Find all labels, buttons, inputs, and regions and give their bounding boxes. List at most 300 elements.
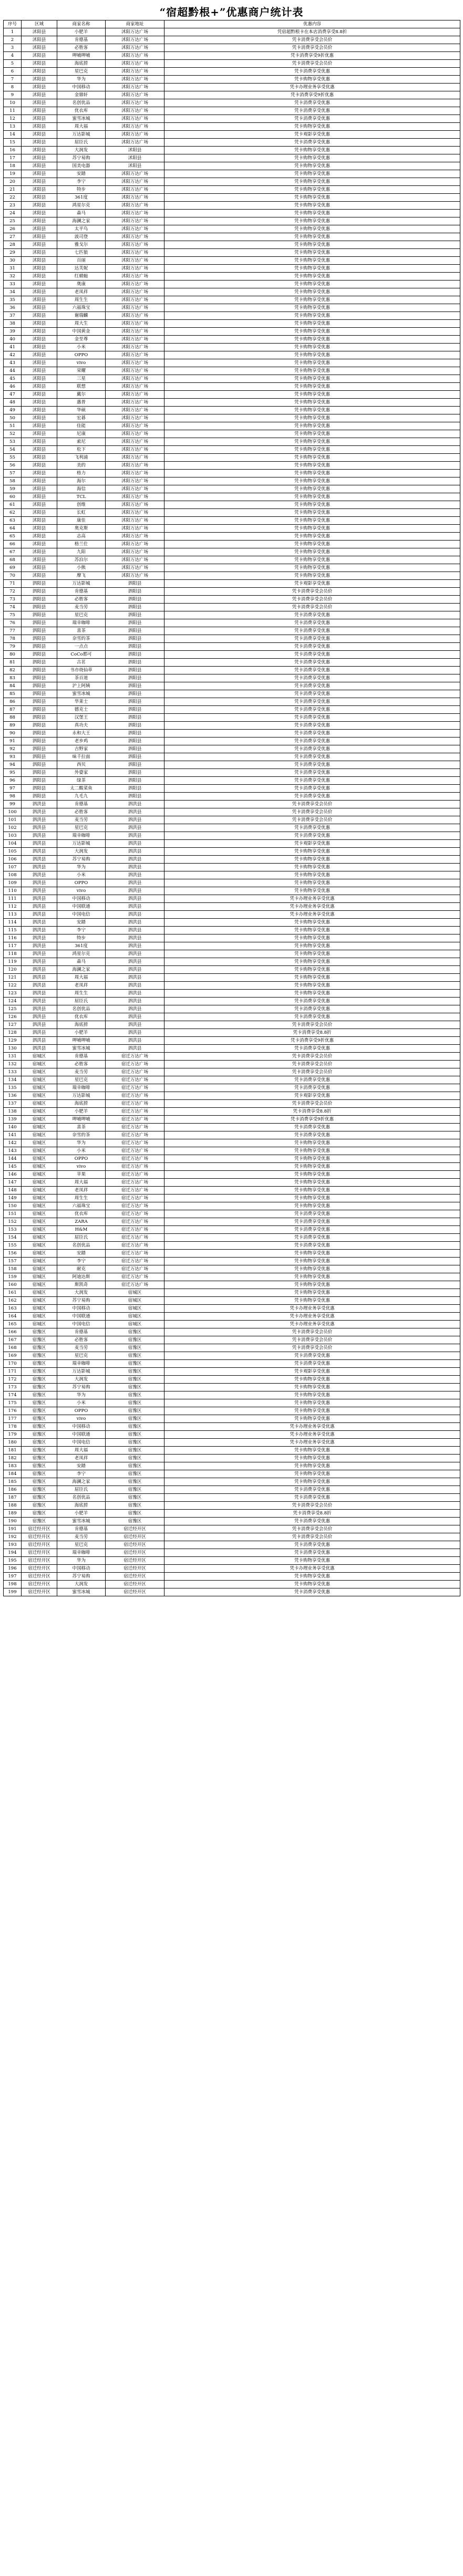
cell-content: 凭卡消费享受优惠 [164,1210,460,1218]
cell-name: 苏宁易购 [57,1573,106,1581]
cell-no: 94 [4,761,22,769]
cell-area: 泗洪县 [22,927,57,934]
cell-no: 30 [4,257,22,265]
cell-addr: 宿迁万达广场 [106,1100,164,1108]
cell-no: 29 [4,249,22,257]
cell-area: 宿豫区 [22,1486,57,1494]
cell-name: 海澜之家 [57,217,106,225]
cell-addr: 宿迁万达广场 [106,1210,164,1218]
cell-content: 凭卡购物享受优惠 [164,871,460,879]
cell-area: 沭阳县 [22,446,57,454]
cell-name: 西贝 [57,761,106,769]
cell-no: 147 [4,1179,22,1187]
cell-name: 星巴克 [57,824,106,832]
cell-no: 49 [4,407,22,414]
table-row [4,446,460,454]
cell-area: 宿城区 [22,1218,57,1226]
cell-area: 宿城区 [22,1313,57,1321]
cell-name: 德克士 [57,706,106,714]
cell-no: 151 [4,1210,22,1218]
cell-addr: 泗洪县 [106,903,164,911]
table-row [4,533,460,541]
cell-addr: 宿迁万达广场 [106,1234,164,1242]
cell-area: 宿城区 [22,1092,57,1100]
table-row [4,903,460,911]
cell-name: 李宁 [57,178,106,186]
table-row [4,225,460,233]
table-row [4,840,460,848]
cell-name: 华硕 [57,407,106,414]
cell-addr: 沭阳万达广场 [106,399,164,407]
cell-area: 宿城区 [22,1155,57,1163]
cell-content: 凭卡办理业务享受优惠 [164,911,460,919]
cell-name: 小米 [57,344,106,351]
cell-area: 沭阳县 [22,288,57,296]
cell-name: 惠普 [57,399,106,407]
cell-area: 泗洪县 [22,832,57,840]
cell-name: 万达影城 [57,580,106,588]
cell-addr: 沭阳万达广场 [106,68,164,76]
cell-name: 屈臣氏 [57,998,106,1005]
cell-name: OPPO [57,351,106,359]
cell-content: 凭卡购物享受优惠 [164,485,460,493]
cell-content: 凭卡购物享受优惠 [164,304,460,312]
table-row [4,1092,460,1100]
table-row [4,217,460,225]
cell-content: 凭卡购物享受优惠 [164,288,460,296]
cell-name: 优衣库 [57,1210,106,1218]
cell-no: 132 [4,1061,22,1068]
cell-addr: 沭阳万达广场 [106,194,164,202]
cell-name: 格兰仕 [57,541,106,548]
cell-name: 万达影城 [57,1368,106,1376]
cell-content: 凭卡购物享受优惠 [164,147,460,154]
cell-name: 名创优品 [57,1005,106,1013]
cell-addr: 宿豫区 [106,1415,164,1423]
cell-addr: 宿迁万达广场 [106,1076,164,1084]
cell-addr: 泗阳县 [106,769,164,777]
cell-addr: 泗阳县 [106,730,164,738]
table-row [4,1581,460,1588]
cell-name: 肯德基 [57,1053,106,1061]
cell-area: 沭阳县 [22,91,57,99]
cell-name: 联想 [57,383,106,391]
table-row [4,564,460,572]
cell-name: 小米 [57,1399,106,1407]
cell-area: 宿城区 [22,1210,57,1218]
cell-area: 沭阳县 [22,320,57,328]
cell-name: 海澜之家 [57,966,106,974]
cell-addr: 沭阳万达广场 [106,477,164,485]
table-row [4,950,460,958]
cell-content: 凭卡购物享受优惠 [164,383,460,391]
cell-content: 凭卡购物享受优惠 [164,864,460,871]
cell-no: 164 [4,1313,22,1321]
cell-content: 凭卡购物享受优惠 [164,241,460,249]
cell-area: 沭阳县 [22,186,57,194]
cell-name: 呷哺呷哺 [57,1116,106,1124]
cell-no: 5 [4,60,22,68]
cell-area: 泗洪县 [22,824,57,832]
cell-no: 44 [4,367,22,375]
cell-addr: 泗洪县 [106,942,164,950]
cell-content: 凭卡购物享受优惠 [164,328,460,336]
cell-area: 宿豫区 [22,1447,57,1455]
cell-name: 周大福 [57,123,106,131]
cell-addr: 泗阳县 [106,777,164,785]
cell-area: 泗阳县 [22,730,57,738]
cell-no: 114 [4,919,22,927]
cell-content: 凭卡购物享受优惠 [164,879,460,887]
table-row [4,919,460,927]
cell-addr: 宿迁万达广场 [106,1108,164,1116]
cell-name: 金至尊 [57,336,106,344]
cell-addr: 沭阳万达广场 [106,99,164,107]
cell-name: 华莱士 [57,698,106,706]
table-row [4,1076,460,1084]
cell-content: 凭卡购物享受优惠 [164,1447,460,1455]
cell-name: 六福珠宝 [57,1202,106,1210]
cell-content: 凭卡购物享受优惠 [164,509,460,517]
cell-name: 中国电信 [57,1439,106,1447]
cell-no: 118 [4,950,22,958]
cell-addr: 沭阳万达广场 [106,217,164,225]
cell-area: 泗洪县 [22,998,57,1005]
table-row [4,438,460,446]
cell-addr: 宿豫区 [106,1407,164,1415]
cell-area: 沭阳县 [22,454,57,462]
cell-addr: 沭阳万达广场 [106,541,164,548]
cell-no: 9 [4,91,22,99]
cell-content: 凭卡购物享受优惠 [164,958,460,966]
cell-addr: 沭阳万达广场 [106,296,164,304]
table-row [4,1391,460,1399]
cell-name: 周大福 [57,974,106,982]
cell-addr: 宿豫区 [106,1423,164,1431]
cell-name: 海底捞 [57,1021,106,1029]
cell-content: 凭卡消费享受会员价 [164,1525,460,1533]
table-row [4,887,460,895]
cell-area: 沭阳县 [22,154,57,162]
cell-area: 泗洪县 [22,966,57,974]
cell-name: vivo [57,887,106,895]
cell-area: 宿城区 [22,1289,57,1297]
table-row [4,1281,460,1289]
cell-addr: 沭阳万达广场 [106,107,164,115]
cell-content: 凭卡消费享受9折优惠 [164,91,460,99]
table-row [4,1013,460,1021]
cell-addr: 沭阳万达广场 [106,572,164,580]
table-row [4,1423,460,1431]
cell-addr: 泗洪县 [106,1005,164,1013]
cell-name: 名创优品 [57,1242,106,1250]
cell-addr: 沭阳万达广场 [106,375,164,383]
table-row [4,281,460,288]
cell-no: 60 [4,493,22,501]
table-row [4,1541,460,1549]
cell-no: 135 [4,1084,22,1092]
cell-addr: 泗洪县 [106,816,164,824]
cell-area: 沭阳县 [22,336,57,344]
cell-addr: 沭阳万达广场 [106,430,164,438]
cell-addr: 沭阳万达广场 [106,367,164,375]
cell-area: 泗阳县 [22,714,57,722]
table-row [4,493,460,501]
cell-addr: 沭阳县 [106,154,164,162]
cell-area: 泗阳县 [22,777,57,785]
cell-no: 31 [4,265,22,273]
cell-name: 森马 [57,958,106,966]
cell-content: 凭卡购物享受优惠 [164,344,460,351]
cell-content: 凭卡购物享受优惠 [164,1462,460,1470]
cell-area: 沭阳县 [22,273,57,281]
cell-no: 152 [4,1218,22,1226]
table-row [4,1573,460,1581]
cell-no: 125 [4,1005,22,1013]
cell-no: 75 [4,611,22,619]
cell-no: 163 [4,1305,22,1313]
cell-no: 62 [4,509,22,517]
cell-content: 凭卡购物享受优惠 [164,950,460,958]
cell-content: 凭卡消费享受优惠 [164,682,460,690]
cell-addr: 宿城区 [106,1313,164,1321]
cell-addr: 宿迁万达广场 [106,1084,164,1092]
cell-addr: 宿迁经开区 [106,1549,164,1557]
cell-addr: 泗阳县 [106,659,164,667]
cell-name: 华为 [57,76,106,84]
cell-no: 99 [4,801,22,808]
table-row [4,604,460,611]
cell-addr: 沭阳万达广场 [106,438,164,446]
cell-area: 宿城区 [22,1108,57,1116]
cell-area: 沭阳县 [22,462,57,470]
cell-content: 凭卡消费享受会员价 [164,1061,460,1068]
cell-addr: 泗洪县 [106,950,164,958]
table-row [4,738,460,745]
cell-area: 宿城区 [22,1194,57,1202]
cell-content: 凭卡购物享受优惠 [164,1147,460,1155]
cell-name: 大润发 [57,1289,106,1297]
cell-addr: 沭阳万达广场 [106,548,164,556]
table-row [4,328,460,336]
cell-content: 凭卡购物享受优惠 [164,1155,460,1163]
table-row [4,548,460,556]
cell-content: 凭卡购物享受优惠 [164,848,460,856]
cell-no: 169 [4,1352,22,1360]
cell-area: 宿城区 [22,1202,57,1210]
cell-no: 81 [4,659,22,667]
cell-content: 凭卡消费享受优惠 [164,1218,460,1226]
cell-name: 华为 [57,864,106,871]
table-row [4,1139,460,1147]
cell-area: 沭阳县 [22,572,57,580]
cell-content: 凭卡购物享受优惠 [164,1281,460,1289]
cell-content: 凭卡购物享受优惠 [164,1194,460,1202]
cell-addr: 泗阳县 [106,698,164,706]
table-row [4,1273,460,1281]
cell-content: 凭卡消费享受优惠 [164,627,460,635]
cell-content: 凭卡购物享受优惠 [164,1273,460,1281]
table-row [4,1502,460,1510]
cell-name: 中国联通 [57,1431,106,1439]
cell-area: 宿城区 [22,1234,57,1242]
cell-no: 26 [4,225,22,233]
cell-area: 泗阳县 [22,745,57,753]
cell-area: 沭阳县 [22,162,57,170]
table-row [4,1305,460,1313]
cell-name: 星巴克 [57,611,106,619]
table-row [4,1021,460,1029]
cell-content: 凭卡消费享受优惠 [164,769,460,777]
cell-name: 特步 [57,186,106,194]
cell-no: 78 [4,635,22,643]
table-row [4,958,460,966]
cell-no: 187 [4,1494,22,1502]
cell-name: 古茗 [57,659,106,667]
cell-area: 宿豫区 [22,1470,57,1478]
cell-content: 凭卡购物享受优惠 [164,470,460,477]
cell-area: 泗阳县 [22,690,57,698]
cell-no: 1 [4,28,22,36]
cell-addr: 宿豫区 [106,1494,164,1502]
cell-name: 鸿星尔克 [57,202,106,210]
table-row [4,477,460,485]
table-row [4,107,460,115]
cell-content: 凭卡购物享受优惠 [164,375,460,383]
table-row [4,430,460,438]
cell-area: 宿城区 [22,1179,57,1187]
cell-content: 凭卡购物享受优惠 [164,548,460,556]
cell-area: 沭阳县 [22,328,57,336]
cell-no: 153 [4,1226,22,1234]
cell-no: 71 [4,580,22,588]
table-row [4,1147,460,1155]
cell-addr: 宿豫区 [106,1486,164,1494]
cell-name: 中国联通 [57,903,106,911]
table-row [4,391,460,399]
table-row [4,210,460,217]
cell-area: 沭阳县 [22,28,57,36]
cell-name: 优衣库 [57,1013,106,1021]
table-row [4,1234,460,1242]
cell-name: 九毛九 [57,793,106,801]
cell-name: 老乡鸡 [57,738,106,745]
cell-content: 凭卡消费享受优惠 [164,793,460,801]
cell-addr: 宿豫区 [106,1470,164,1478]
table-row [4,320,460,328]
cell-content: 凭卡消费享受会员价 [164,604,460,611]
cell-addr: 泗洪县 [106,919,164,927]
cell-no: 196 [4,1565,22,1573]
cell-name: 荣耀 [57,367,106,375]
cell-no: 50 [4,414,22,422]
table-row [4,635,460,643]
cell-area: 泗阳县 [22,651,57,659]
cell-name: 屈臣氏 [57,139,106,147]
cell-addr: 宿豫区 [106,1462,164,1470]
cell-name: 必胜客 [57,44,106,52]
cell-name: 奥康 [57,281,106,288]
cell-content: 凭卡消费享受8.8折 [164,1029,460,1037]
cell-name: 华为 [57,1557,106,1565]
cell-name: 蜜雪冰城 [57,1518,106,1525]
cell-area: 沭阳县 [22,44,57,52]
cell-addr: 泗阳县 [106,706,164,714]
table-row [4,722,460,730]
cell-area: 宿城区 [22,1265,57,1273]
cell-name: 蜜雪冰城 [57,115,106,123]
cell-addr: 沭阳万达广场 [106,304,164,312]
cell-area: 泗阳县 [22,667,57,674]
cell-addr: 泗阳县 [106,745,164,753]
cell-area: 宿豫区 [22,1431,57,1439]
cell-no: 191 [4,1525,22,1533]
cell-content: 凭卡消费享受会员价 [164,1053,460,1061]
cell-name: vivo [57,359,106,367]
cell-name: 万达影城 [57,840,106,848]
cell-no: 53 [4,438,22,446]
table-row [4,407,460,414]
table-row [4,1510,460,1518]
cell-addr: 沭阳万达广场 [106,273,164,281]
table-row [4,1131,460,1139]
cell-no: 59 [4,485,22,493]
cell-name: 沪上阿姨 [57,682,106,690]
cell-no: 89 [4,722,22,730]
cell-no: 27 [4,233,22,241]
cell-area: 沭阳县 [22,533,57,541]
table-row [4,1455,460,1462]
cell-content: 凭卡购物享受优惠 [164,990,460,998]
cell-no: 157 [4,1258,22,1265]
cell-name: 麦当劳 [57,1344,106,1352]
cell-no: 127 [4,1021,22,1029]
cell-addr: 泗阳县 [106,722,164,730]
cell-no: 16 [4,147,22,154]
cell-area: 沭阳县 [22,430,57,438]
cell-area: 沭阳县 [22,312,57,320]
cell-no: 139 [4,1116,22,1124]
cell-content: 凭卡购物享受优惠 [164,257,460,265]
cell-no: 133 [4,1068,22,1076]
cell-no: 105 [4,848,22,856]
cell-name: 斯凯奇 [57,1281,106,1289]
header-cell-content: 优惠内容 [164,20,460,28]
table-row [4,147,460,154]
cell-area: 泗阳县 [22,604,57,611]
cell-addr: 沭阳万达广场 [106,170,164,178]
cell-content: 凭卡购物享受优惠 [164,210,460,217]
table-row [4,1344,460,1352]
cell-content: 凭卡办理业务享受优惠 [164,1423,460,1431]
cell-no: 69 [4,564,22,572]
cell-content: 凭卡消费享受优惠 [164,738,460,745]
cell-content: 凭卡购物享受优惠 [164,1202,460,1210]
cell-addr: 沭阳万达广场 [106,257,164,265]
cell-content: 凭卡观影享受优惠 [164,840,460,848]
cell-no: 119 [4,958,22,966]
table-row [4,1462,460,1470]
table-row [4,1328,460,1336]
cell-no: 192 [4,1533,22,1541]
cell-no: 55 [4,454,22,462]
cell-content: 凭卡购物享受优惠 [164,1258,460,1265]
cell-content: 凭卡购物享受优惠 [164,422,460,430]
cell-content: 凭卡消费享受优惠 [164,667,460,674]
cell-content: 凭卡购物享受优惠 [164,1557,460,1565]
cell-content: 凭卡购物享受优惠 [164,974,460,982]
table-row [4,1407,460,1415]
